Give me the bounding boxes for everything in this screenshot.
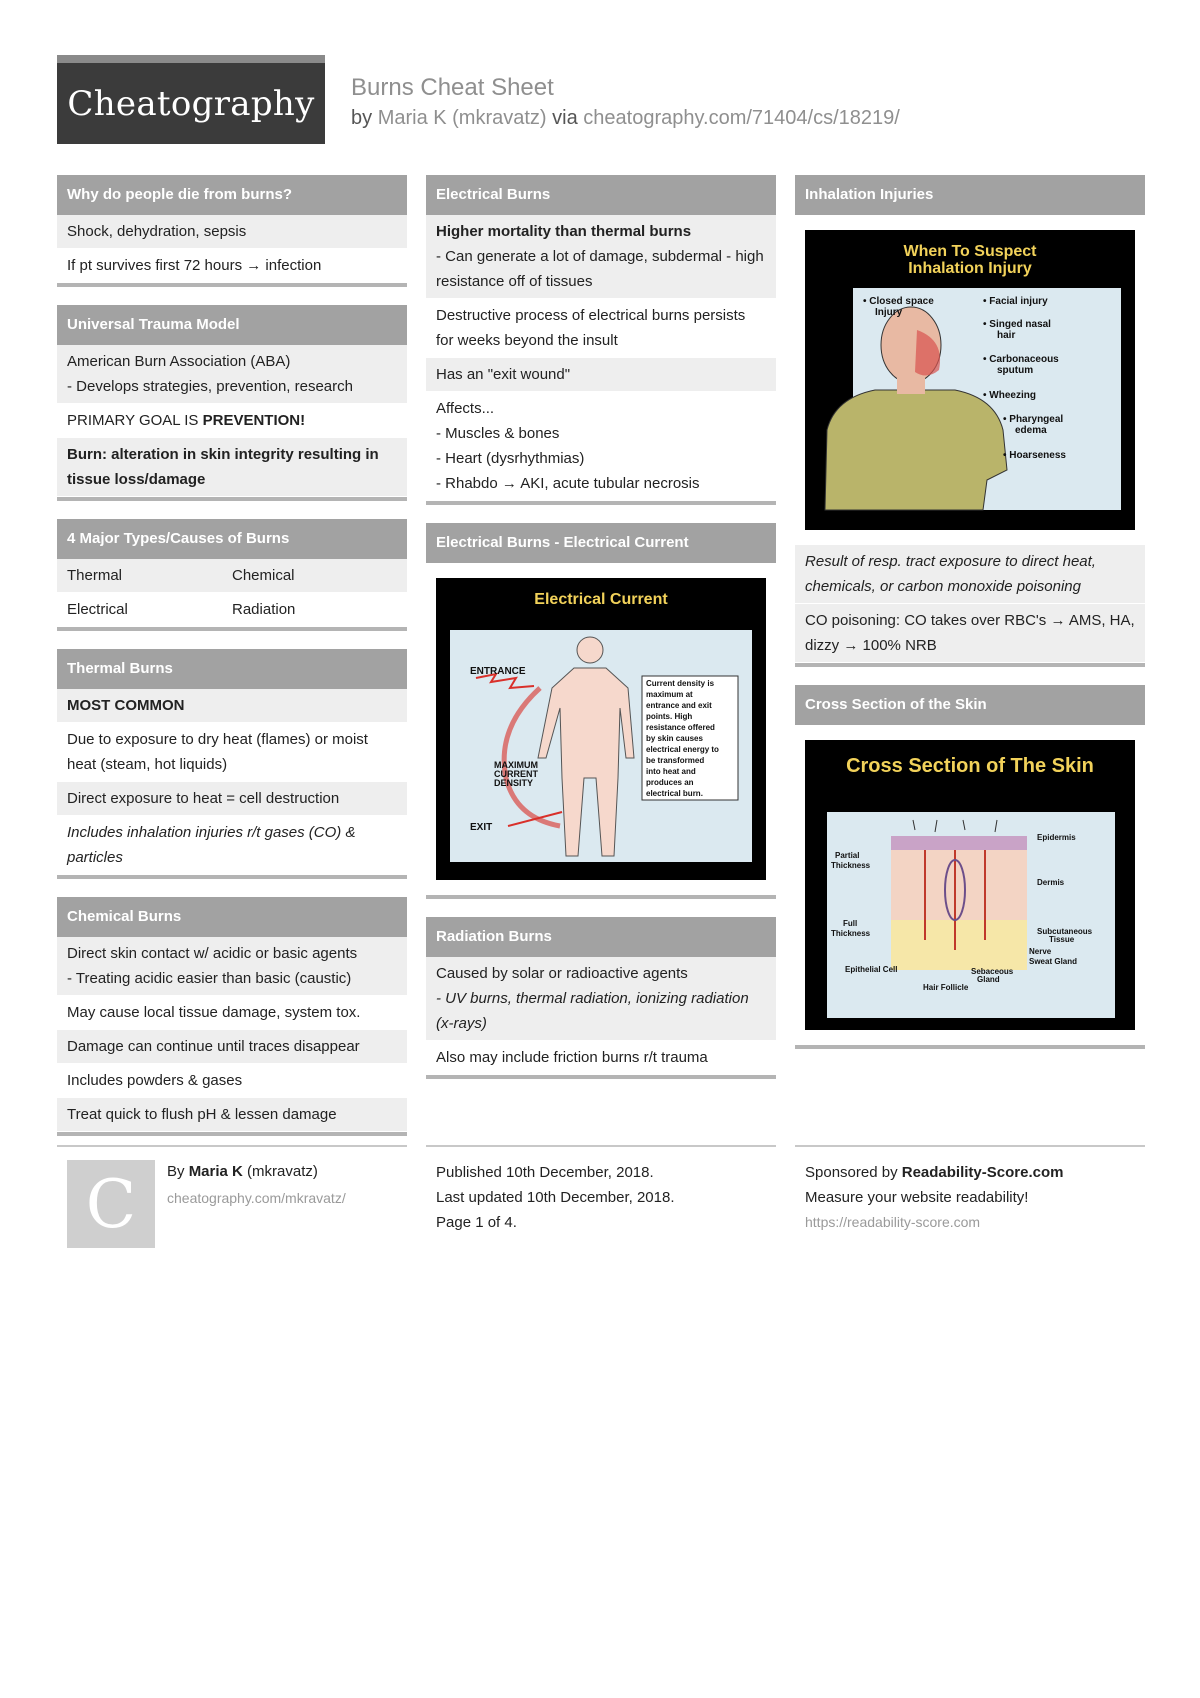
figure-title: Electrical Current — [534, 591, 668, 608]
author-name — [167, 1163, 318, 1180]
column-1 — [57, 175, 407, 1154]
row — [57, 816, 407, 875]
svg-text:electrical burn.: electrical burn. — [646, 789, 703, 798]
row: Direct exposure to heat = cell destruction — [57, 782, 407, 816]
row — [795, 604, 1145, 663]
row-text: American Burn Association (ABA) — [67, 353, 291, 370]
svg-text:• Wheezing: • Wheezing — [983, 390, 1036, 401]
sponsored-label: Sponsored by — [805, 1164, 898, 1181]
svg-text:entrance and exit: entrance and exit — [646, 701, 712, 710]
figure-title: Cross Section of The Skin — [846, 755, 1094, 777]
row — [426, 392, 776, 501]
arrow-icon: → — [501, 475, 517, 492]
svg-text:• Hoarseness: • Hoarseness — [1003, 450, 1066, 461]
footer-publish-info — [436, 1160, 675, 1235]
figure-title-line2: Inhalation Injury — [908, 260, 1032, 277]
cell: Radiation — [232, 601, 296, 618]
row — [57, 438, 407, 497]
row — [57, 593, 407, 627]
row — [57, 345, 407, 404]
row-text: - Rhabdo — [436, 475, 498, 492]
page-title: Burns Cheat Sheet — [351, 74, 554, 101]
electrical-current-figure — [426, 563, 776, 895]
svg-text:• Closed space: • Closed space — [863, 296, 934, 307]
svg-text:• Carbonaceous: • Carbonaceous — [983, 354, 1059, 365]
sheet-url-link[interactable]: cheatography.com/71404/cs/18219/ — [583, 107, 900, 129]
svg-text:by skin causes: by skin causes — [646, 734, 703, 743]
author-handle: (mkravatz) — [247, 1163, 318, 1180]
by-label: By — [167, 1163, 185, 1180]
row-text-bold: Burn: alteration in skin integrity resulting in tissue loss/damage — [67, 446, 379, 488]
row: May cause local tissue damage, system tox. — [57, 996, 407, 1030]
footer-divider — [426, 1145, 776, 1147]
svg-text:sputum: sputum — [997, 365, 1034, 376]
svg-text:hair: hair — [997, 330, 1016, 341]
svg-text:Thickness: Thickness — [831, 929, 871, 938]
avatar[interactable] — [67, 1160, 155, 1248]
svg-text:be transformed: be transformed — [646, 756, 705, 765]
sponsor-link[interactable]: https://readability-score.com — [805, 1214, 981, 1230]
published-date: Published 10th December, 2018. — [436, 1164, 654, 1181]
column-3 — [795, 175, 1145, 1067]
section-title: Electrical Burns - Electrical Current — [426, 523, 776, 563]
label-current: CURRENT — [494, 769, 538, 779]
row-text: - Develops strategies, prevention, research — [67, 378, 353, 395]
cell: Chemical — [232, 567, 295, 584]
row: Shock, dehydration, sepsis — [57, 215, 407, 249]
row: Destructive process of electrical burns persists for weeks beyond the insult — [426, 299, 776, 358]
section-radiation-burns — [426, 917, 776, 1079]
page-number: Page 1 of 4. — [436, 1214, 517, 1231]
arrow-icon: → — [843, 637, 859, 654]
row — [426, 957, 776, 1041]
svg-text:Epidermis: Epidermis — [1037, 833, 1076, 842]
row — [795, 545, 1145, 604]
row-text-italic: Result of resp. tract exposure to direct heat, chemicals, or carbon monoxide poisoning — [805, 553, 1096, 595]
svg-text:Tissue: Tissue — [1049, 935, 1075, 944]
row — [426, 215, 776, 299]
row-text-italic: Includes inhalation injuries r/t gases (CO) & particles — [67, 824, 356, 866]
row: Also may include friction burns r/t trauma — [426, 1041, 776, 1075]
author-profile-link[interactable]: cheatography.com/mkravatz/ — [167, 1190, 346, 1206]
row-text: CO poisoning: CO takes over RBC's — [805, 612, 1047, 629]
section-why-die — [57, 175, 407, 287]
row — [57, 404, 407, 438]
svg-text:Subcutaneous: Subcutaneous — [1037, 927, 1093, 936]
row-text: AKI, acute tubular necrosis — [520, 475, 700, 492]
label-entrance: ENTRANCE — [470, 666, 526, 677]
sponsor-name[interactable]: Readability-Score.com — [901, 1164, 1064, 1181]
inhalation-injury-diagram — [805, 230, 1135, 530]
section-skin-cross-section — [795, 685, 1145, 1049]
svg-text:Partial: Partial — [835, 851, 860, 860]
section-title: 4 Major Types/Causes of Burns — [57, 519, 407, 559]
section-trauma-model — [57, 305, 407, 501]
section-electrical-burns — [426, 175, 776, 505]
section-title: Cross Section of the Skin — [795, 685, 1145, 725]
svg-text:Nerve: Nerve — [1029, 947, 1052, 956]
svg-text:Epithelial Cell: Epithelial Cell — [845, 965, 898, 974]
row-text-italic: - UV burns, thermal radiation, ionizing radiation (x-rays) — [436, 990, 749, 1032]
label-exit: EXIT — [470, 822, 493, 833]
row-text: - Heart (dysrhythmias) — [436, 450, 585, 467]
row: Has an "exit wound" — [426, 358, 776, 392]
footer-divider — [795, 1145, 1145, 1147]
row: Due to exposure to dry heat (flames) or moist heat (steam, hot liquids) — [57, 723, 407, 782]
section-title: Universal Trauma Model — [57, 305, 407, 345]
svg-text:Full: Full — [843, 919, 858, 928]
byline-via: via — [552, 107, 578, 129]
label-density: DENSITY — [494, 778, 534, 788]
row-text: Caused by solar or radioactive agents — [436, 965, 688, 982]
svg-text:Dermis: Dermis — [1037, 878, 1065, 887]
section-title: Why do people die from burns? — [57, 175, 407, 215]
svg-text:Gland: Gland — [977, 975, 1000, 984]
section-inhalation-injuries — [795, 175, 1145, 667]
row-text: infection — [265, 257, 322, 274]
section-title: Chemical Burns — [57, 897, 407, 937]
row-text: If pt survives first 72 hours — [67, 257, 243, 274]
section-electrical-current — [426, 523, 776, 899]
skin-block — [891, 820, 1027, 970]
row-text: 100% NRB — [862, 637, 937, 654]
row-text: PRIMARY GOAL IS — [67, 412, 199, 429]
logo-text: Cheatography — [67, 83, 315, 124]
section-chemical-burns — [57, 897, 407, 1136]
cell: Electrical — [67, 601, 128, 618]
row-text: - Can generate a lot of damage, subdermal - high resistance off of tissues — [436, 248, 764, 290]
svg-text:• Singed nasal: • Singed nasal — [983, 319, 1051, 330]
cheatography-logo[interactable] — [57, 55, 325, 144]
skin-cross-section-diagram — [805, 740, 1135, 1030]
section-title: Inhalation Injuries — [795, 175, 1145, 215]
row — [57, 689, 407, 723]
row — [57, 249, 407, 283]
figure-title-line1: When To Suspect — [903, 243, 1037, 260]
svg-text:• Facial injury: • Facial injury — [983, 296, 1048, 307]
section-thermal-burns — [57, 649, 407, 879]
footer-author — [57, 1160, 407, 1260]
arrow-icon: → — [1050, 612, 1066, 629]
footer-sponsor — [805, 1160, 1063, 1235]
byline — [351, 107, 900, 130]
author-bold[interactable]: Maria K — [188, 1163, 243, 1180]
avatar-letter: C — [85, 1165, 137, 1243]
label-max: MAXIMUM — [494, 760, 538, 770]
svg-text:edema: edema — [1015, 425, 1047, 436]
section-title: Thermal Burns — [57, 649, 407, 689]
svg-text:Hair Follicle: Hair Follicle — [923, 983, 969, 992]
section-burn-types — [57, 519, 407, 631]
section-title: Electrical Burns — [426, 175, 776, 215]
author-link[interactable]: Maria K (mkravatz) — [377, 107, 547, 129]
sponsor-tagline: Measure your website readability! — [805, 1189, 1029, 1206]
column-2 — [426, 175, 776, 1097]
svg-text:resistance offered: resistance offered — [646, 723, 715, 732]
arrow-icon: → — [246, 257, 262, 274]
svg-text:electrical energy to: electrical energy to — [646, 745, 719, 754]
row: Damage can continue until traces disappear — [57, 1030, 407, 1064]
footer-divider — [57, 1145, 407, 1147]
updated-date: Last updated 10th December, 2018. — [436, 1189, 675, 1206]
svg-text:into heat and: into heat and — [646, 767, 696, 776]
svg-text:points. High: points. High — [646, 712, 693, 721]
row: Treat quick to flush pH & lessen damage — [57, 1098, 407, 1132]
row-text: AMS, HA, dizzy — [805, 612, 1135, 654]
svg-text:maximum at: maximum at — [646, 690, 693, 699]
svg-text:Thickness: Thickness — [831, 861, 871, 870]
svg-text:• Pharyngeal: • Pharyngeal — [1003, 414, 1064, 425]
row: Includes powders & gases — [57, 1064, 407, 1098]
row-text: - Muscles & bones — [436, 425, 560, 442]
row-text-bold: Higher mortality than thermal burns — [436, 223, 692, 240]
svg-text:Injury: Injury — [875, 307, 903, 318]
svg-text:produces an: produces an — [646, 778, 694, 787]
row-text: Affects... — [436, 400, 495, 417]
electrical-current-diagram — [436, 578, 766, 880]
skin-figure — [795, 725, 1145, 1045]
row-text: - Treating acidic easier than basic (caustic) — [67, 970, 352, 987]
row — [57, 937, 407, 996]
row — [57, 559, 407, 593]
svg-text:Current density is: Current density is — [646, 679, 715, 688]
row-text-bold: PREVENTION! — [202, 412, 306, 429]
cell: Thermal — [67, 567, 123, 584]
byline-by: by — [351, 107, 373, 129]
section-title: Radiation Burns — [426, 917, 776, 957]
row-text: Direct skin contact w/ acidic or basic agents — [67, 945, 358, 962]
svg-text:Sebaceous: Sebaceous — [971, 967, 1014, 976]
inhalation-figure — [795, 215, 1145, 545]
row-text-bold: MOST COMMON — [67, 697, 185, 714]
svg-text:Sweat Gland: Sweat Gland — [1029, 957, 1078, 966]
